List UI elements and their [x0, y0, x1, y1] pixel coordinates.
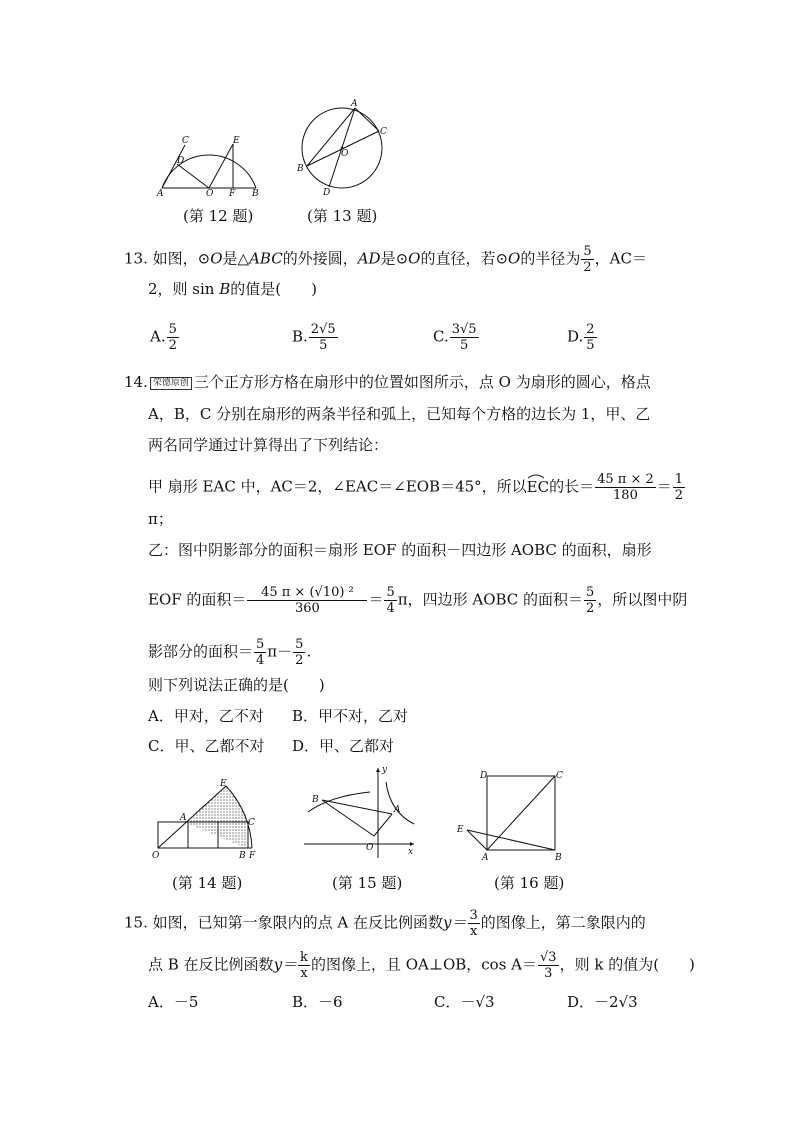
figure-12 [155, 132, 265, 198]
f15-label-a: A [394, 805, 401, 815]
q15-line1: 15. 如图，已知第一象限内的点 A 在反比例函数y＝ $\frac{3}{x}$ 的图像上，第二象限内的 [124, 908, 646, 939]
caption-fig12: (第 12 题) [183, 207, 254, 225]
q14-line3: 两名同学通过计算得出了下列结论： [148, 436, 389, 454]
q13-var-o2: O [408, 249, 421, 268]
f13-label-c: C [380, 127, 387, 137]
q13-option-b: B. $\frac{2√5}{5}$ [292, 322, 336, 353]
q13-text-c: 的外接圆， [282, 249, 358, 268]
q14-badge: 荣德原创 [150, 377, 192, 390]
q15-option-b: B．－6 [292, 993, 343, 1011]
q14-option-c: C．甲、乙都不对 [148, 737, 265, 755]
q14-jia-pi: π； [148, 510, 173, 528]
f12-label-o: O [206, 189, 214, 198]
q13-var-o: O [210, 249, 223, 268]
q13-text-ac: ，AC＝ [594, 249, 647, 268]
q13-option-c: C. $\frac{3√5}{5}$ [433, 322, 477, 353]
f12-label-e: E [233, 136, 240, 146]
figure-13 [295, 98, 390, 198]
q13-option-a: A. $\frac{5}{2}$ [150, 322, 177, 353]
q13-text-d: 是⊙ [380, 249, 409, 268]
q13-text-a: 如图，⊙ [152, 249, 211, 268]
q15-line2: 点 B 在反比例函数y＝ $\frac{k}{x}$ 的图像上，且 OA⊥OB，cos A＝ $\frac{√3}{3}$ ，则 k 的值为( ) [148, 950, 695, 981]
q13-text-b: 是△ [222, 249, 250, 268]
q13-text-e: 的直径，若⊙ [420, 249, 509, 268]
f12-label-b: B [252, 189, 259, 198]
q15-option-c: C．－√3 [434, 993, 495, 1011]
f15-label-o: O [366, 843, 374, 853]
f16-label-d: D [480, 771, 488, 781]
q14-yi-line2: EOF 的面积＝ $\frac{\text{45 π × (√10) ²}}{360}$ ＝ $\frac{5}{4}$ π，四边形 AOBC 的面积＝ $\frac{5}{2}$ ，所以图中阴 [148, 585, 688, 616]
f16-label-a: A [482, 853, 489, 863]
q13-radius-fraction: $\frac{5}{2}$ [583, 244, 592, 275]
q14-option-d: D．甲、乙都对 [292, 737, 395, 755]
q13-option-d: D. $\frac{2}{5}$ [567, 322, 595, 353]
q14-option-b: B．甲不对，乙对 [292, 707, 409, 725]
f16-label-b: B [555, 853, 562, 863]
q14-arc-ec: EC [526, 477, 550, 496]
f12-label-c: C [182, 136, 189, 146]
figure-16 [455, 768, 565, 864]
f13-label-a: A [351, 99, 358, 109]
figure-14 [148, 778, 266, 864]
f15-label-y: y [382, 765, 388, 775]
q13-var-abc: ABC [249, 249, 283, 268]
f12-label-d: D [177, 156, 185, 166]
f13-label-b: B [297, 164, 304, 174]
caption-fig16: (第 16 题) [494, 874, 565, 892]
q14-line1 [124, 372, 651, 392]
q14-question: 则下列说法正确的是( ) [148, 676, 325, 694]
q14-line2: A，B，C 分别在扇形的两条半径和弧上，已知每个方格的边长为 1，甲、乙 [148, 405, 651, 423]
f15-label-x: x [408, 847, 414, 857]
figure-15 [300, 762, 420, 862]
q14-line1-text: 三个正方形方格在扇形中的位置如图所示，点 O 为扇形的圆心，格点 [193, 373, 651, 391]
caption-fig13: (第 13 题) [307, 207, 378, 225]
q13-line2-text: 2，则 sin [148, 280, 215, 298]
f15-label-b: B [312, 795, 319, 805]
q14-number: 14. [124, 373, 148, 391]
f13-label-d: D [323, 188, 331, 198]
q13-text-f: 的半径为 [520, 249, 581, 268]
q15-option-d: D．－2√3 [567, 993, 638, 1011]
q14-jia-line: 甲 扇形 EAC 中，AC＝2，∠EAC＝∠EOB＝45°，所以EC 的长＝ $\frac{45 \pi \times 2}{180}$ ＝ $\frac{1}{2}$ [148, 472, 684, 503]
f16-label-c: C [556, 771, 563, 781]
q15-option-a: A．－5 [148, 993, 199, 1011]
f13-label-o: O [341, 149, 349, 159]
f14-label-c: C [248, 818, 255, 828]
q13-var-ad: AD [357, 249, 381, 268]
q13-var-o3: O [508, 249, 521, 268]
q15-number: 15. [124, 913, 148, 932]
q14-yi-line1: 乙：图中阴影部分的面积＝扇形 EOF 的面积－四边形 AOBC 的面积，扇形 [148, 541, 652, 559]
q13-var-b: B [219, 280, 231, 298]
q14-option-a: A．甲对，乙不对 [148, 707, 264, 725]
q13-number: 13. [124, 249, 148, 268]
f12-label-f: F [229, 189, 236, 198]
f14-label-e: E [220, 779, 227, 789]
f14-label-o: O [152, 851, 160, 861]
f14-label-b: B [239, 851, 246, 861]
q13-line2 [148, 279, 317, 299]
f14-label-a: A [180, 813, 187, 823]
f12-label-a: A [157, 189, 164, 198]
caption-fig14: (第 14 题) [172, 874, 243, 892]
q13-line1 [124, 244, 647, 275]
f14-label-f: F [249, 851, 256, 861]
f16-label-e: E [457, 825, 464, 835]
q13-line2-end: 的值是( ) [230, 280, 317, 298]
q14-yi-line3: 影部分的面积＝ $\frac{5}{4}$ π－ $\frac{5}{2}$ . [148, 637, 312, 668]
caption-fig15: (第 15 题) [332, 874, 403, 892]
